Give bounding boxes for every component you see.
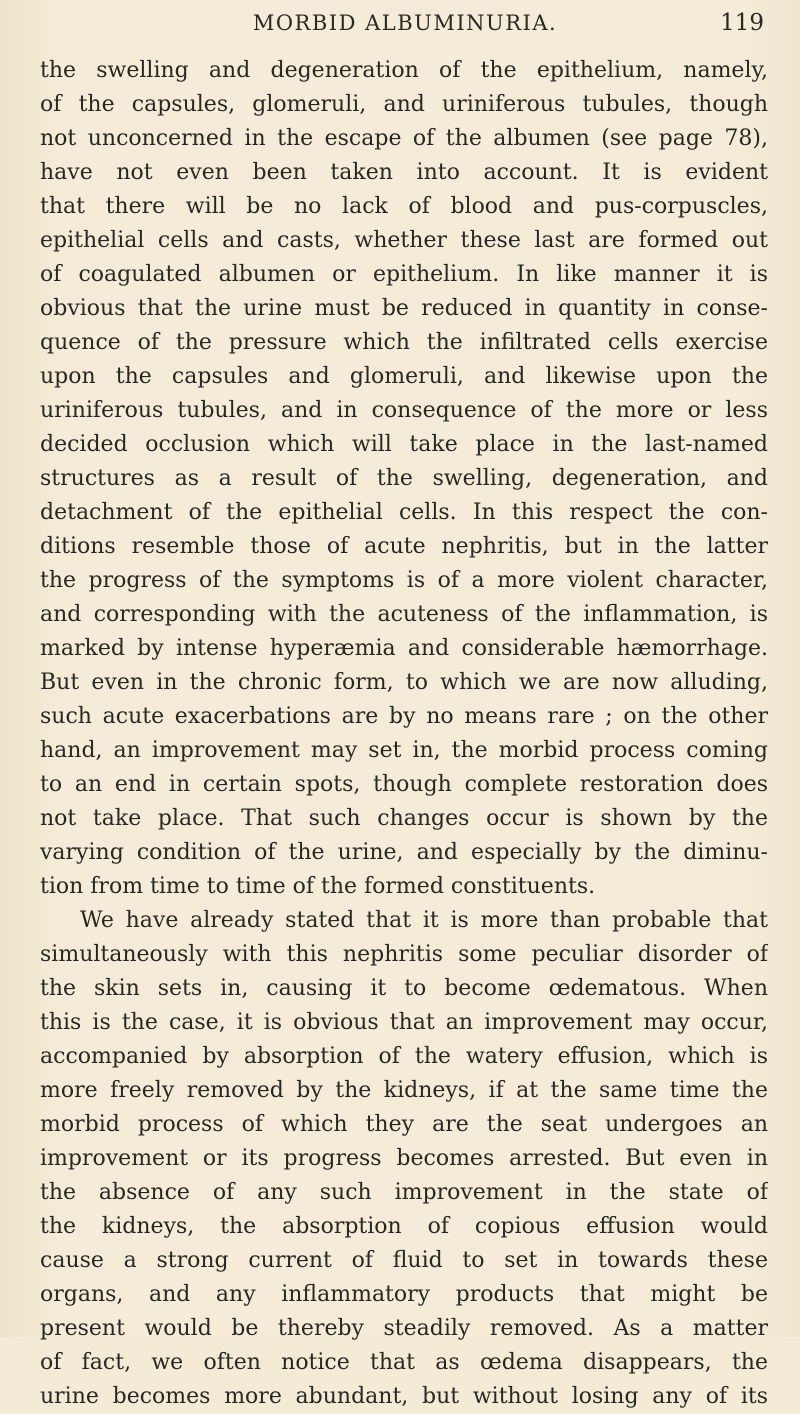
text-line: the swelling and degeneration of the epithelium, namely, xyxy=(40,58,768,83)
text-line: uriniferous tubules, and in consequence of the more or less xyxy=(40,398,768,423)
text-line: ditions resemble those of acute nephritis, but in the latter xyxy=(40,534,768,559)
paragraph-start-line: We have already stated that it is more than probable that xyxy=(80,908,768,933)
text-line: epithelial cells and casts, whether these last are formed out xyxy=(40,228,768,253)
text-line: present would be thereby steadily removed. As a matter xyxy=(40,1316,768,1341)
text-line: of the capsules, glomeruli, and uriniferous tubules, though xyxy=(40,92,768,117)
paragraph-end-line: tion from time to time of the formed constituents. xyxy=(40,874,596,899)
text-line: to an end in certain spots, though complete restoration does xyxy=(40,772,768,797)
text-line: varying condition of the urine, and especially by the diminu- xyxy=(40,840,768,865)
text-line: of coagulated albumen or epithelium. In like manner it is xyxy=(40,262,768,287)
text-line: of fact, we often notice that as œdema disappears, the xyxy=(40,1350,768,1375)
text-line: this is the case, it is obvious that an improvement may occur, xyxy=(40,1010,768,1035)
text-line: urine becomes more abundant, but without losing any of its xyxy=(40,1384,768,1409)
text-line: such acute exacerbations are by no means rare ; on the other xyxy=(40,704,768,729)
text-line: obvious that the urine must be reduced in quantity in conse- xyxy=(40,296,768,321)
text-line: cause a strong current of fluid to set in towards these xyxy=(40,1248,768,1273)
text-line: that there will be no lack of blood and pus-corpuscles, xyxy=(40,194,768,219)
page-number: 119 xyxy=(720,10,764,36)
body-text xyxy=(40,54,768,1414)
text-line: accompanied by absorption of the watery effusion, which is xyxy=(40,1044,768,1069)
running-title: MORBID ALBUMINURIA. xyxy=(252,11,558,35)
text-line: the absence of any such improvement in the state of xyxy=(40,1180,768,1205)
text-line: upon the capsules and glomeruli, and likewise upon the xyxy=(40,364,768,389)
text-line: structures as a result of the swelling, degeneration, and xyxy=(40,466,768,491)
text-line: the progress of the symptoms is of a more violent character, xyxy=(40,568,768,593)
text-line: quence of the pressure which the infiltrated cells exercise xyxy=(40,330,768,355)
text-line: improvement or its progress becomes arrested. But even in xyxy=(40,1146,768,1171)
text-line: have not even been taken into account. It is evident xyxy=(40,160,768,185)
text-line: But even in the chronic form, to which we are now alluding, xyxy=(40,670,768,695)
text-line: organs, and any inflammatory products that might be xyxy=(40,1282,768,1307)
text-line: decided occlusion which will take place in the last-named xyxy=(40,432,768,457)
text-line: the kidneys, the absorption of copious effusion would xyxy=(40,1214,768,1239)
text-line: the skin sets in, causing it to become œdematous. When xyxy=(40,976,768,1001)
text-line: and corresponding with the acuteness of the inflammation, is xyxy=(40,602,768,627)
text-line: not take place. That such changes occur is shown by the xyxy=(40,806,768,831)
text-line: morbid process of which they are the seat undergoes an xyxy=(40,1112,768,1137)
text-line: hand, an improvement may set in, the morbid process coming xyxy=(40,738,768,763)
text-line: more freely removed by the kidneys, if at the same time the xyxy=(40,1078,768,1103)
running-head xyxy=(42,6,768,40)
text-line: marked by intense hyperæmia and considerable hæmorrhage. xyxy=(40,636,768,661)
text-line: detachment of the epithelial cells. In this respect the con- xyxy=(40,500,768,525)
text-line: not unconcerned in the escape of the albumen (see page 78), xyxy=(40,126,768,151)
text-line: simultaneously with this nephritis some peculiar disorder of xyxy=(40,942,768,967)
